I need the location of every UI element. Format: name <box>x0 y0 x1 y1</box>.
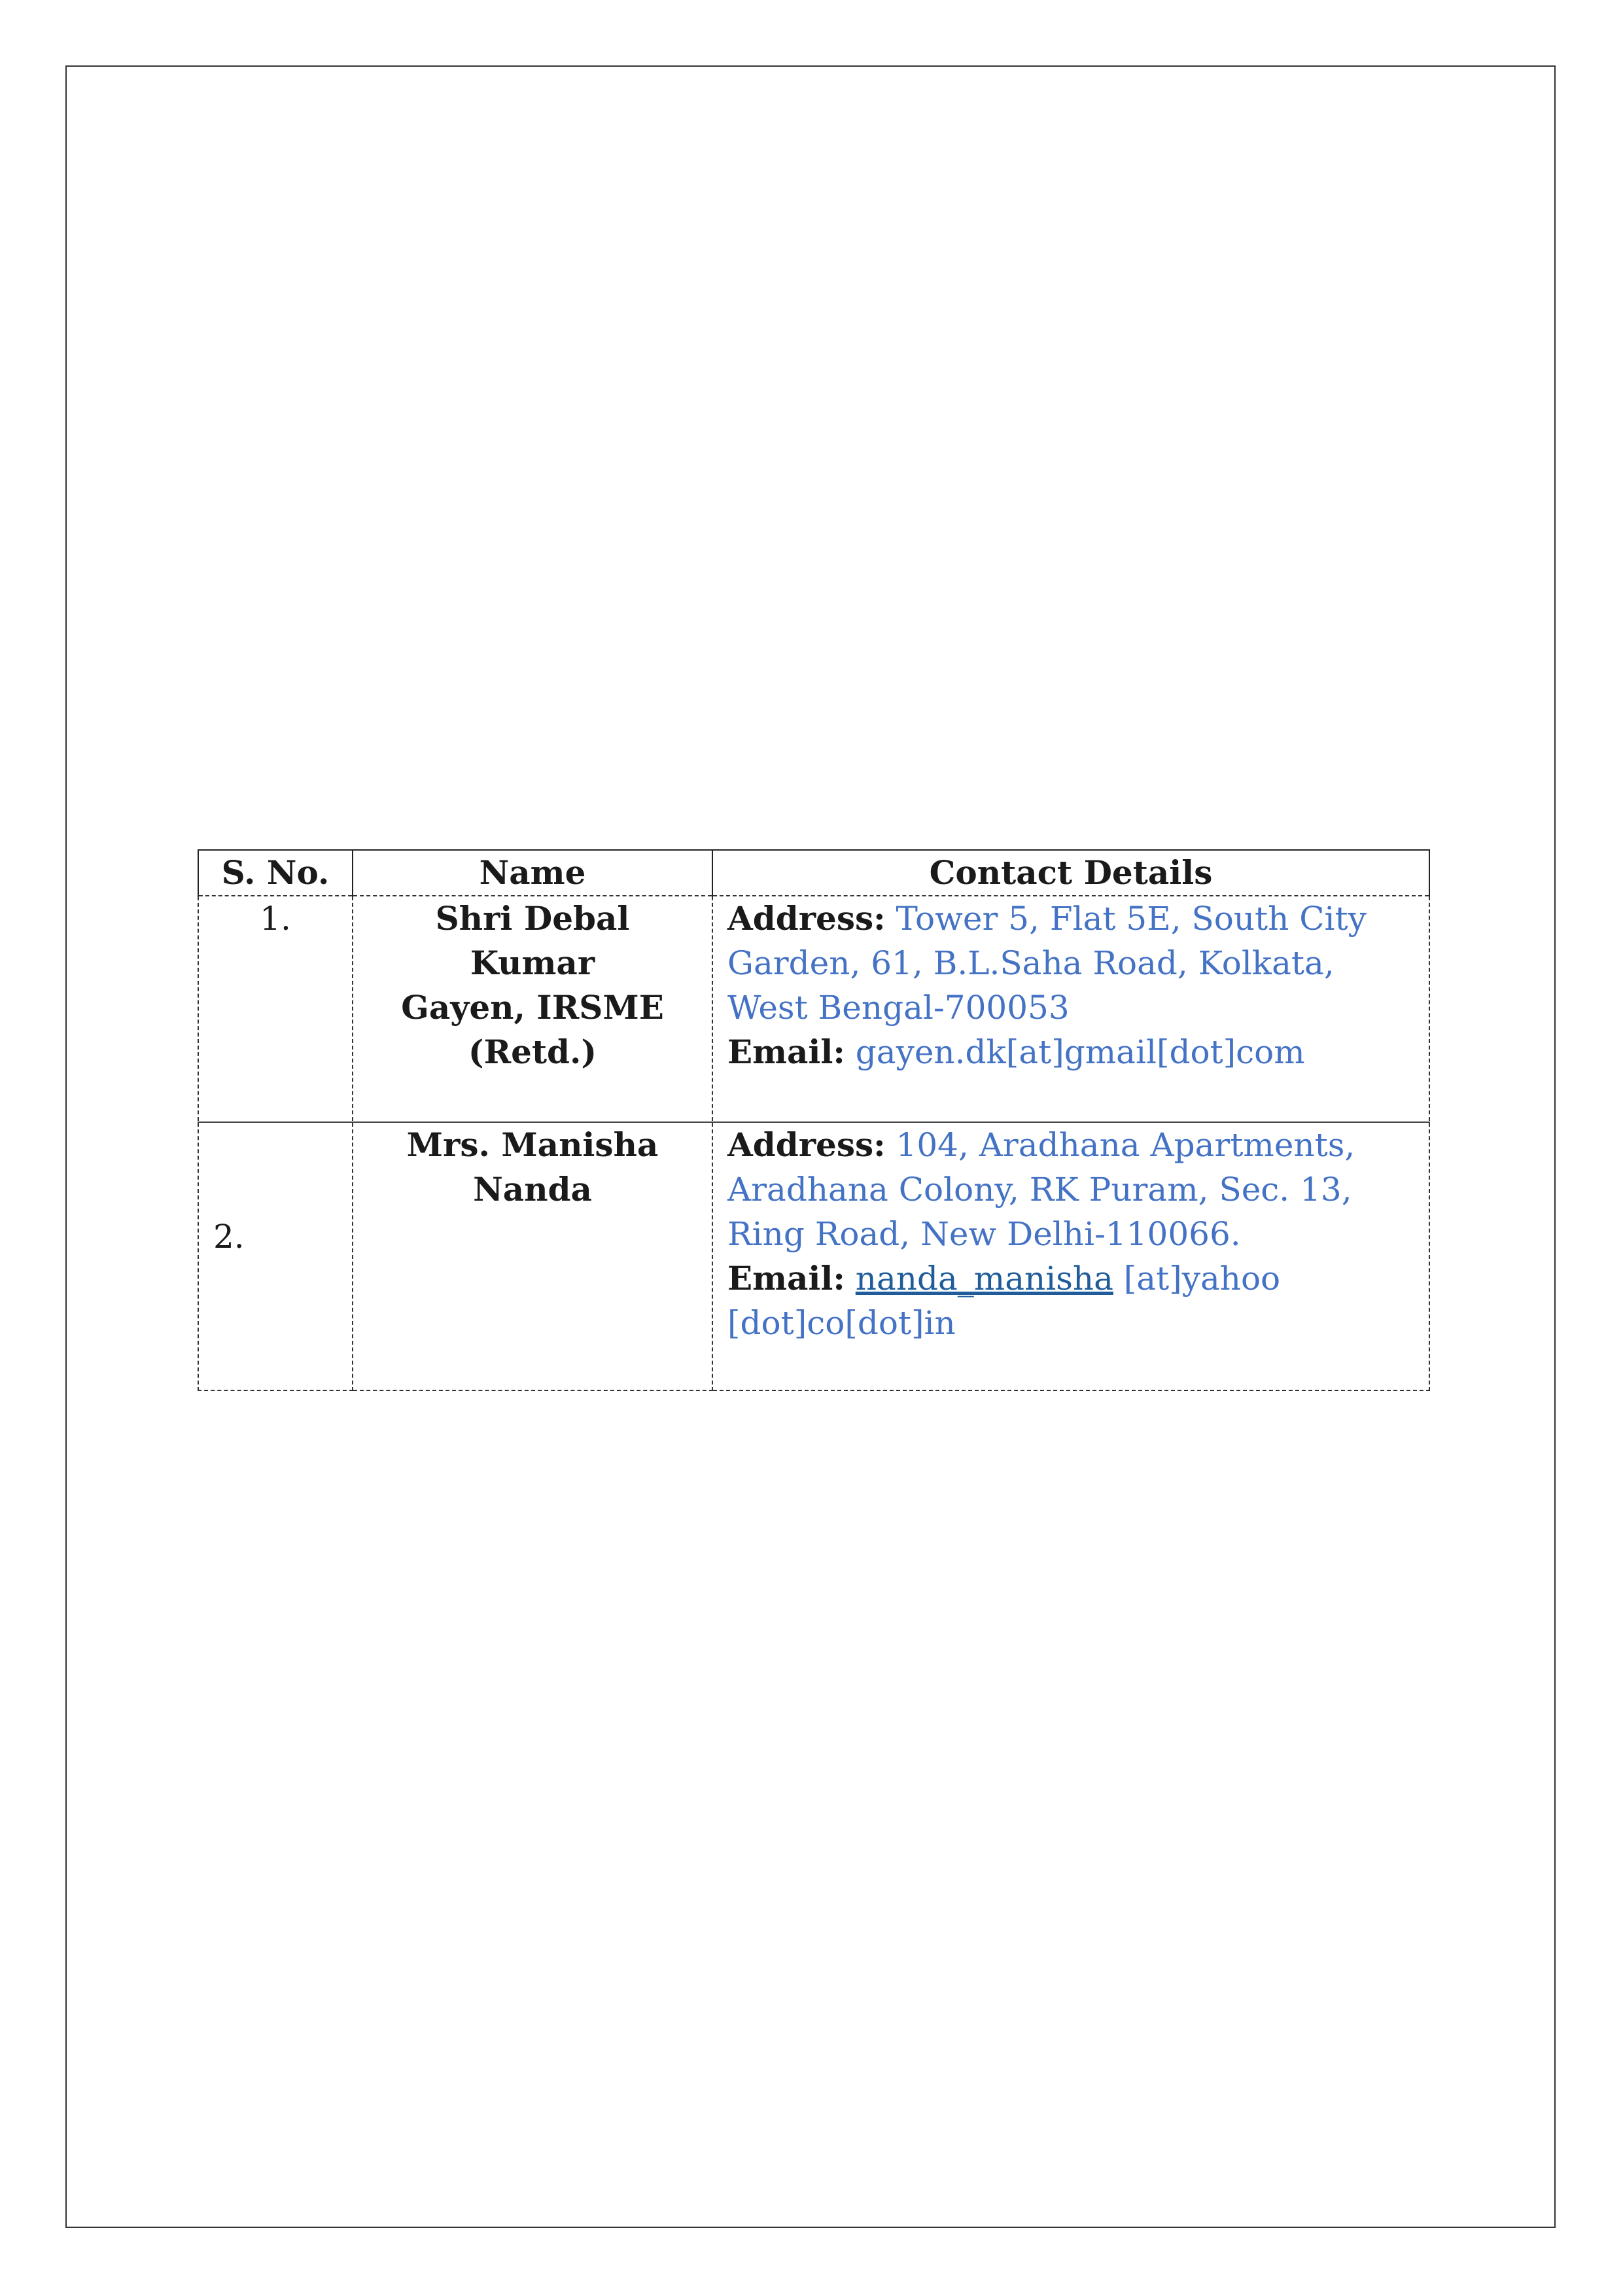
row-1-name <box>353 896 712 1122</box>
email-value-rest: [at]yahoo [dot]co[dot]in <box>727 1259 1281 1342</box>
row-1-name-line-2: Gayen, IRSME <box>401 988 664 1027</box>
header-contact-details: Contact Details <box>712 850 1429 896</box>
row-2-name-line-2: Nanda <box>473 1169 592 1209</box>
table-row <box>198 1122 1429 1390</box>
row-2-address <box>727 1123 1414 1256</box>
row-2-sno: 2. <box>198 1122 353 1390</box>
header-name: Name <box>353 850 712 896</box>
row-1-address <box>727 896 1414 1030</box>
row-2-email <box>727 1256 1414 1345</box>
row-2-name-line-1: Mrs. Manisha <box>406 1125 659 1164</box>
table-row <box>198 896 1429 1122</box>
email-label: Email: <box>727 1258 845 1298</box>
header-sno: S. No. <box>198 850 353 896</box>
row-1-sno: 1. <box>198 896 353 1122</box>
address-label: Address: <box>727 1125 886 1164</box>
row-1-name-line-1: Shri Debal Kumar <box>435 899 630 982</box>
email-value: gayen.dk[at]gmail[dot]com <box>855 1033 1305 1071</box>
row-1-name-line-3: (Retd.) <box>468 1033 597 1071</box>
row-1-contact <box>712 896 1429 1122</box>
address-value: 104, Aradhana Apartments, Aradhana Colony, RK Puram, Sec. 13, Ring Road, New Delhi-110066. <box>727 1125 1355 1253</box>
row-2-contact <box>712 1122 1429 1390</box>
email-label: Email: <box>727 1033 845 1071</box>
address-label: Address: <box>727 899 886 938</box>
email-link[interactable]: nanda_manisha <box>855 1259 1113 1298</box>
contact-table <box>198 849 1430 1391</box>
row-2-name <box>353 1122 712 1390</box>
row-1-email <box>727 1030 1414 1074</box>
address-value: Tower 5, Flat 5E, South City Garden, 61, B.L.Saha Road, Kolkata, West Bengal-700053 <box>727 900 1367 1027</box>
table-header-row <box>198 850 1429 896</box>
